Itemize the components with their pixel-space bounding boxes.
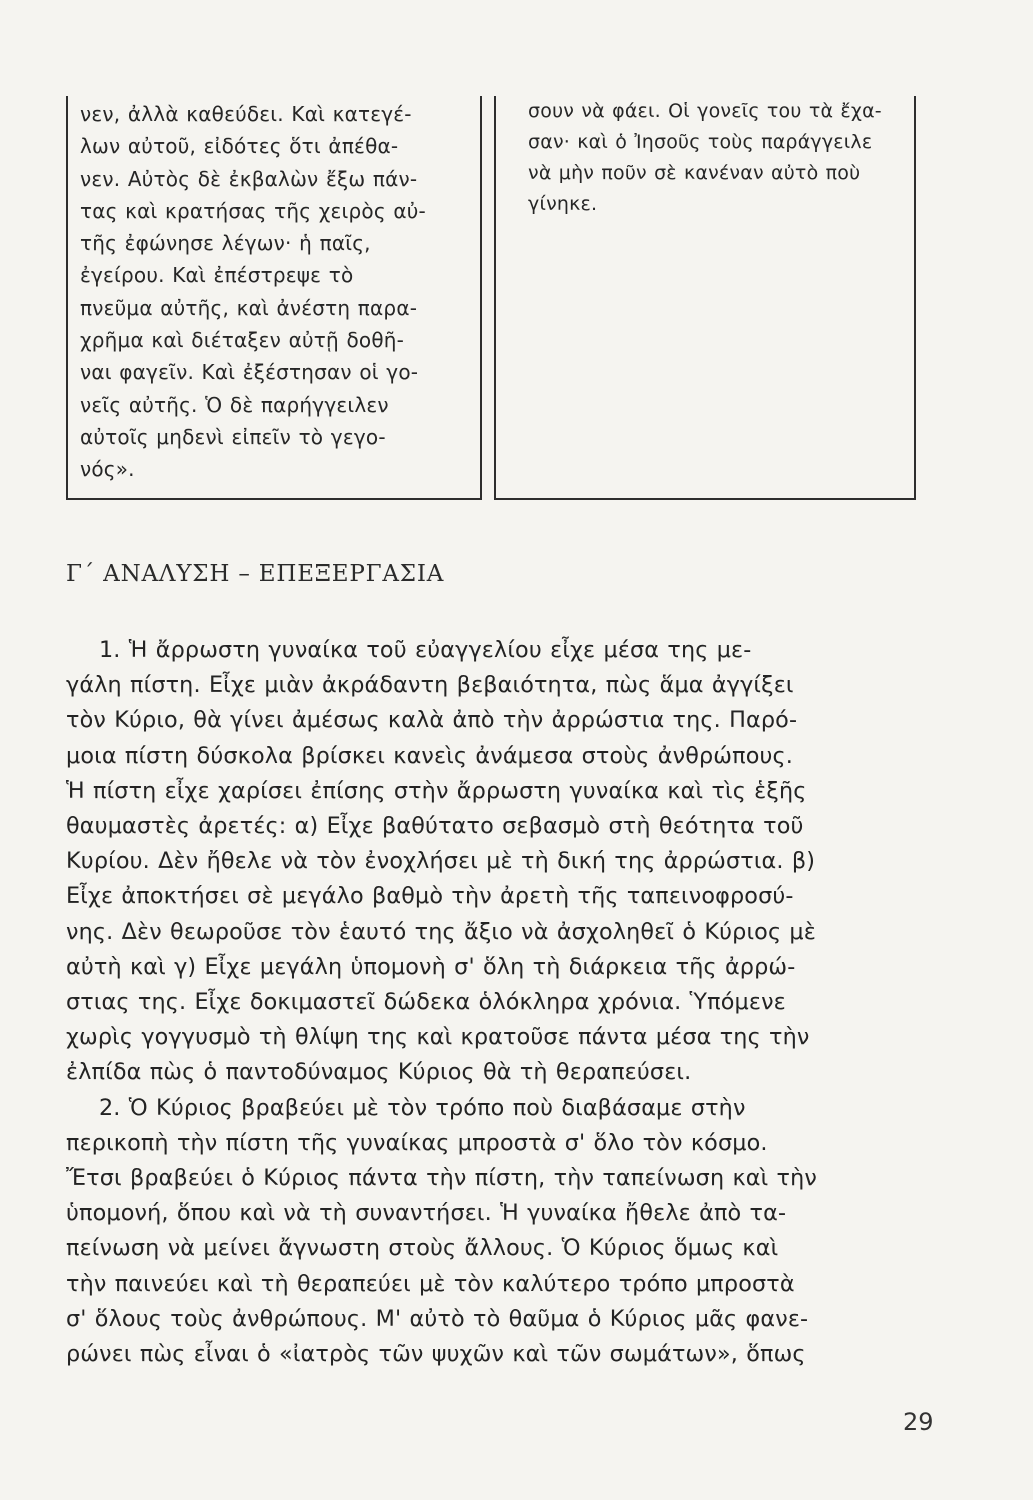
left-column-text [80, 98, 426, 486]
text-line: τῆς ἐφώνησε λέγων· ἡ παῖς, [80, 231, 371, 256]
text-line: αὐτὴ καὶ γ) Εἶχε μεγάλη ὑπομονὴ σ' ὅλη τὴ διάρκεια τῆς ἀρρώ- [66, 953, 796, 980]
text-line: πνεῦμα αὐτῆς, καὶ ἀνέστη παρα- [80, 295, 418, 320]
text-line: 2. Ὁ Κύριος βραβεύει μὲ τὸν τρόπο ποὺ διαβάσαμε στὴν [66, 1094, 746, 1121]
text-line: νεν. Αὐτὸς δὲ ἐκβαλὼν ἔξω πάν- [80, 166, 418, 191]
text-line: περικοπὴ τὴν πίστη τῆς γυναίκας μπροστὰ σ' ὅλο τὸν κόσμο. [66, 1129, 768, 1156]
page-number: 29 [903, 1408, 934, 1436]
text-line: γίνηκε. [528, 193, 598, 215]
text-line: νεῖς αὐτῆς. Ὁ δὲ παρήγγειλεν [80, 392, 389, 417]
left-quote-column [66, 96, 482, 500]
text-line: ἐλπίδα πὼς ὁ παντοδύναμος Κύριος θὰ τὴ θεραπεύσει. [66, 1059, 692, 1086]
text-line: Εἶχε ἀποκτήσει σὲ μεγάλο βαθμὸ τὴν ἀρετὴ τῆς ταπεινοφροσύ- [66, 883, 794, 910]
right-column-text [528, 96, 882, 220]
text-line: ἐγείρου. Καὶ ἐπέστρεψε τὸ [80, 263, 354, 288]
text-line: λων αὐτοῦ, εἰδότες ὅτι ἀπέθα- [80, 134, 399, 159]
text-line: σουν νὰ φάει. Οἱ γονεῖς του τὰ ἔχα- [528, 100, 882, 122]
text-line: νὰ μὴν ποῦν σὲ κανέναν αὐτὸ ποὺ [528, 162, 861, 184]
text-line: ὑπομονή, ὅπου καὶ νὰ τὴ συναντήσει. Ἡ γυναίκα ἤθελε ἀπὸ τα- [66, 1200, 787, 1227]
text-line: σαν· καὶ ὁ Ἰησοῦς τοὺς παράγγειλε [528, 131, 873, 153]
text-line: θαυμαστὲς ἀρετές: α) Εἶχε βαθύτατο σεβασμὸ στὴ θεότητα τοῦ [66, 813, 804, 840]
text-line: αὐτοῖς μηδενὶ εἰπεῖν τὸ γεγο- [80, 424, 386, 449]
text-line: πείνωση νὰ μείνει ἄγνωστη στοὺς ἄλλους. Ὁ Κύριος ὅμως καὶ [66, 1235, 779, 1262]
text-line: Ἡ πίστη εἶχε χαρίσει ἐπίσης στὴν ἄρρωστη γυναίκα καὶ τὶς ἑξῆς [66, 777, 807, 804]
text-line: χωρὶς γογγυσμὸ τὴ θλίψη της καὶ κρατοῦσε πάντα μέσα της τὴν [66, 1024, 810, 1051]
text-line: νεν, ἀλλὰ καθεύδει. Καὶ κατεγέ- [80, 102, 412, 126]
text-line: ναι φαγεῖν. Καὶ ἐξέστησαν οἱ γο- [80, 360, 419, 385]
section-heading: Γ΄ ΑΝΑΛΥΣΗ – ΕΠΕΞΕΡΓΑΣΙΑ [66, 561, 445, 587]
body-text [66, 633, 817, 1372]
text-line: τὸν Κύριο, θὰ γίνει ἀμέσως καλὰ ἀπὸ τὴν ἀρρώστια της. Παρό- [66, 707, 798, 734]
text-line: χρῆμα καὶ διέταξεν αὐτῇ δοθῆ- [80, 328, 405, 353]
text-line: τας καὶ κρατήσας τῆς χειρὸς αὐ- [80, 198, 426, 223]
text-line: μοια πίστη δύσκολα βρίσκει κανεὶς ἀνάμεσα στοὺς ἀνθρώπους. [66, 742, 794, 769]
text-line: στιας της. Εἶχε δοκιμαστεῖ δώδεκα ὁλόκληρα χρόνια. Ὑπόμενε [66, 989, 786, 1016]
text-line: γάλη πίστη. Εἶχε μιὰν ἀκράδαντη βεβαιότητα, πὼς ἅμα ἀγγίξει [66, 672, 794, 699]
text-line: νης. Δὲν θεωροῦσε τὸν ἑαυτό της ἄξιο νὰ ἀσχοληθεῖ ὁ Κύριος μὲ [66, 918, 816, 945]
text-line: Ἔτσι βραβεύει ὁ Κύριος πάντα τὴν πίστη, τὴν ταπείνωση καὶ τὴν [66, 1165, 817, 1192]
text-line: Κυρίου. Δὲν ἤθελε νὰ τὸν ἐνοχλήσει μὲ τὴ δική της ἀρρώστια. β) [66, 848, 816, 875]
text-line: νός». [80, 457, 135, 482]
text-line: σ' ὅλους τοὺς ἀνθρώπους. Μ' αὐτὸ τὸ θαῦμα ὁ Κύριος μᾶς φανε- [66, 1305, 809, 1332]
right-translation-column [494, 96, 916, 500]
text-line: 1. Ἡ ἄρρωστη γυναίκα τοῦ εὐαγγελίου εἶχε μέσα της με- [66, 637, 752, 663]
text-line: ρώνει πὼς εἶναι ὁ «ἰατρὸς τῶν ψυχῶν καὶ τῶν σωμάτων», ὅπως [66, 1341, 806, 1368]
text-line: τὴν παινεύει καὶ τὴ θεραπεύει μὲ τὸν καλύτερο τρόπο μπροστὰ [66, 1270, 795, 1297]
